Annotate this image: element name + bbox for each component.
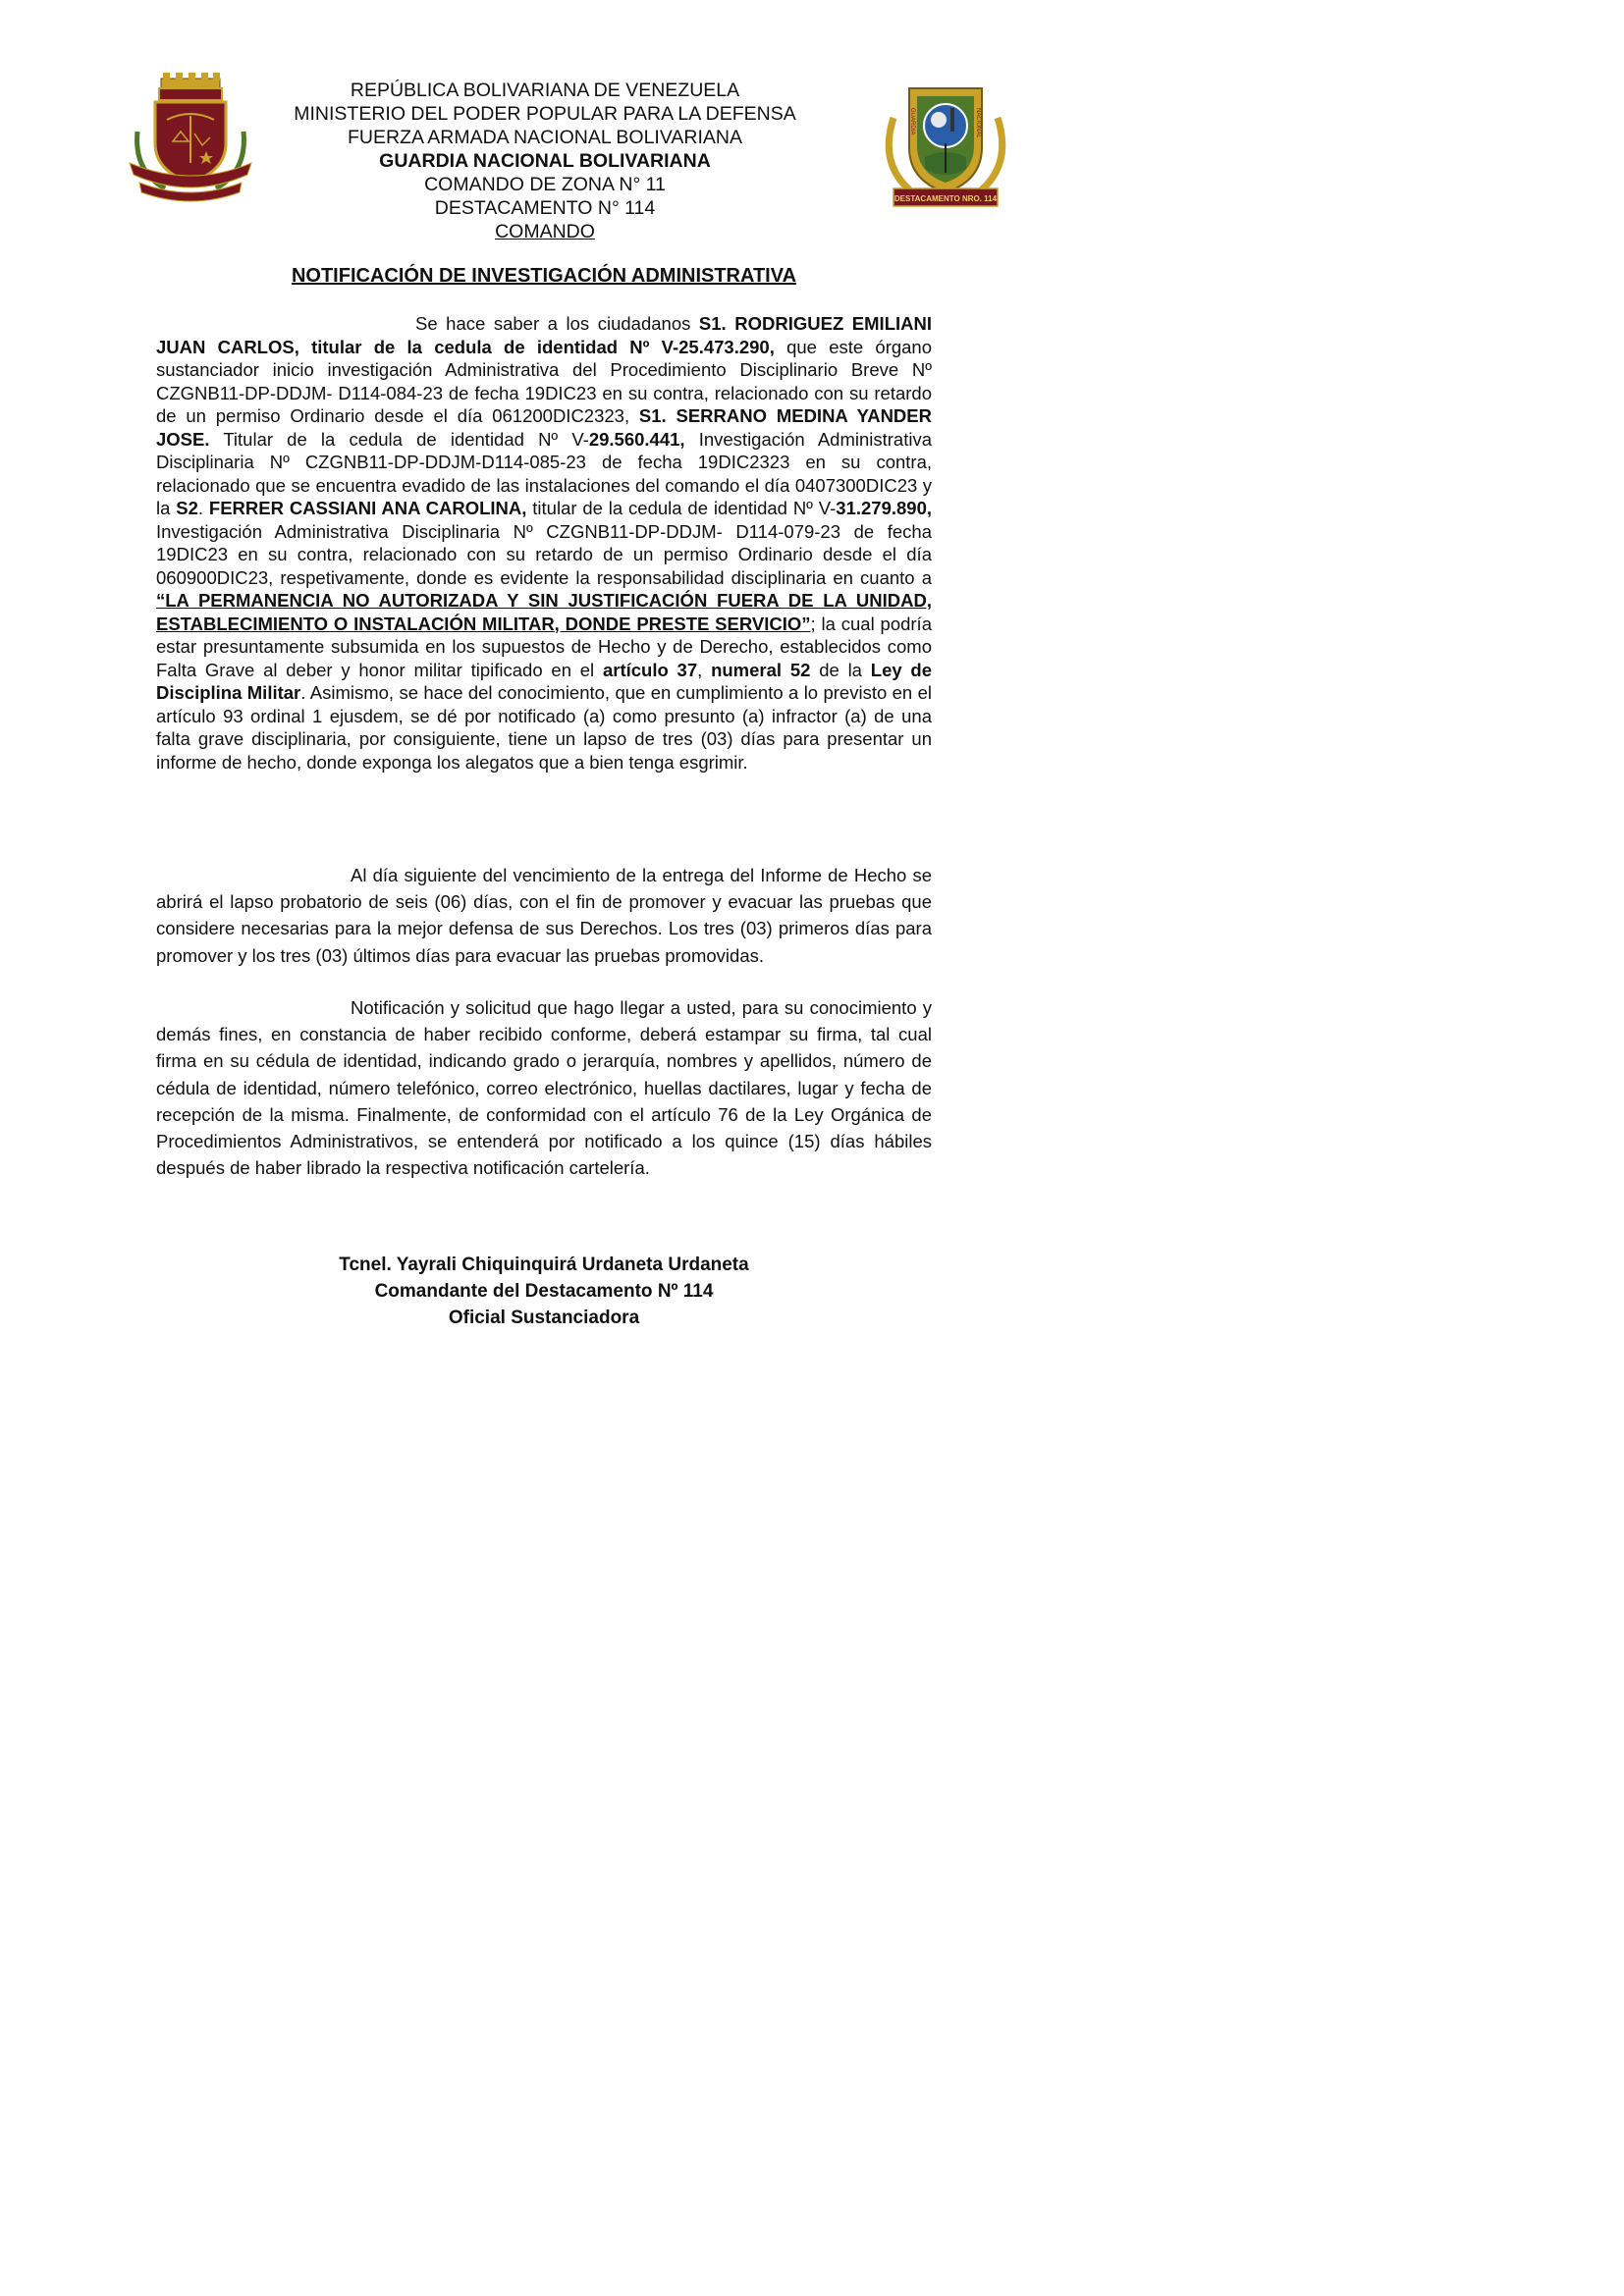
detachment-emblem-icon [872,79,1019,216]
p1-text-h: , [697,659,712,680]
header-armed-force: FUERZA ARMADA NACIONAL BOLIVARIANA [347,127,743,148]
emblem-side-right-label: NACIONAL [975,108,981,138]
p1-text-e: titular de la cedula de identidad Nº V- [526,498,837,518]
p2-text: Al día siguiente del vencimiento de la entrega del Informe de Hecho se abrirá el lapso probatorio de seis (06) días, con el fin de promover y evacuar las pruebas que considere necesarias para la mejor defensa de sus Derechos. Los tres (03) primeros días para promover y los tres (03) últimos días para evacuar las pruebas promovidas. [156,865,932,966]
p1-text-g: ; la cual podría estar presuntamente subsumida en los supuestos de Hecho y de Derecho, establecidos como Falta Grave al deber y honor militar tipificado en el [156,613,932,680]
header-zone-command: COMANDO DE ZONA N° 11 [424,174,666,195]
offense-quote: “LA PERMANENCIA NO AUTORIZADA Y SIN JUSTIFICACIÓN FUERA DE LA UNIDAD, ESTABLECIMIENTO O INSTALACIÓN MILITAR, DONDE PRESTE SERVICIO” [156,590,932,634]
header-national-guard: GUARDIA NACIONAL BOLIVARIANA [379,150,711,172]
emblem-side-left-label: GUARDIA [909,108,915,135]
gnb-coat-of-arms-icon [126,73,255,202]
document-header [255,79,835,243]
emblem-banner-label: DESTACAMENTO NRO. 114 [893,194,998,203]
signatory-name: Tcnel. Yayrali Chiquinquirá Urdaneta Urdaneta [339,1255,749,1275]
notification-paragraph [156,312,932,774]
signature-block [156,1252,932,1331]
law-ref: Ley de Disciplina Militar [156,659,933,703]
numeral-ref: numeral 52 [711,659,811,680]
probatory-paragraph [156,862,932,969]
citizen-1-name: S1. RODRIGUEZ EMILIANI JUAN CARLOS, titular de la cedula de identidad Nº V-25.473.290, [156,313,932,357]
header-country: REPÚBLICA BOLIVARIANA DE VENEZUELA [350,80,740,101]
document-page [0,0,1084,1532]
citizen-2-id: 29.560.441, [588,428,685,450]
signatory-role: Oficial Sustanciadora [448,1308,640,1328]
p1-text-b: Titular de la cedula de identidad Nº V- [209,428,589,450]
article-ref: artículo 37 [602,659,698,680]
p1-text-i: de la [810,659,871,680]
p3-text: Notificación y solicitud que hago llegar a usted, para su conocimiento y demás fines, en constancia de haber recibido conforme, deberá estampar su firma, tal cual firma en su cédula de identidad, indicando grado o jerarquía, nombres y apellidos, número de cédula de identidad, número telefónico, correo electrónico, huellas dactilares, lugar y fecha de recepción de la misma. Finalmente, de conformidad con el artículo 76 de la Ley Orgánica de Procedimientos Administrativos, se entenderá por notificado a los quince (15) días hábiles después de haber librado la respectiva notificación cartelería. [156,997,932,1179]
citizen-3-name: FERRER CASSIANI ANA CAROLINA, [208,498,527,518]
p1-text-j: . Asimismo, se hace del conocimiento, que en cumplimiento a lo previsto en el artículo 93 ordinal 1 ejusdem, se dé por notificado (a) como presunto (a) infractor (a) de una falta grave disciplinaria, por consiguiente, tiene un lapso de tres (03) días para presentar un informe de hecho, donde exponga los alegatos que a bien tenga esgrimir. [156,682,932,773]
p1-text-a: que este órgano sustanciador inicio investigación Administrativa del Procedimiento Disciplinario Breve Nº CZGNB11-DP-DDJM- D114-084-23 de fecha 19DIC23 en su contra, relacionado con su retardo de un permiso Ordinario desde el día 061200DIC2323, [156,336,933,426]
p1-text-f: Investigación Administrativa Disciplinaria Nº CZGNB11-DP-DDJM- D114-079-23 de fecha 19DIC23 en su contra, relacionado con su retardo de un permiso Ordinario desde el día 060900DIC23, respetivamente, donde es evidente la responsabilidad disciplinaria en cuanto a [156,520,932,588]
citizen-3-id: 31.279.890, [836,498,933,518]
closing-paragraph [156,994,932,1181]
header-detachment: DESTACAMENTO N° 114 [434,197,656,219]
document-title: NOTIFICACIÓN DE INVESTIGACIÓN ADMINISTRATIVA [291,265,797,287]
p1-intro: Se hace saber a los ciudadanos [415,313,699,334]
header-ministry: MINISTERIO DEL PODER POPULAR PARA LA DEFENSA [294,103,796,125]
header-command: COMANDO [495,221,595,242]
p1-text-c: Investigación Administrativa Disciplinaria Nº CZGNB11-DP-DDJM-D114-085-23 de fecha 19DIC2323 en su contra, relacionado que se encuentra evadido de las instalaciones del comando el día 0407300DIC23 y la [156,428,932,518]
citizen-2-name: S1. SERRANO MEDINA YANDER JOSE. [156,405,932,450]
p1-text-d: . [197,498,209,518]
citizen-3-rank: S2 [176,498,198,518]
signatory-position: Comandante del Destacamento Nº 114 [374,1281,714,1302]
